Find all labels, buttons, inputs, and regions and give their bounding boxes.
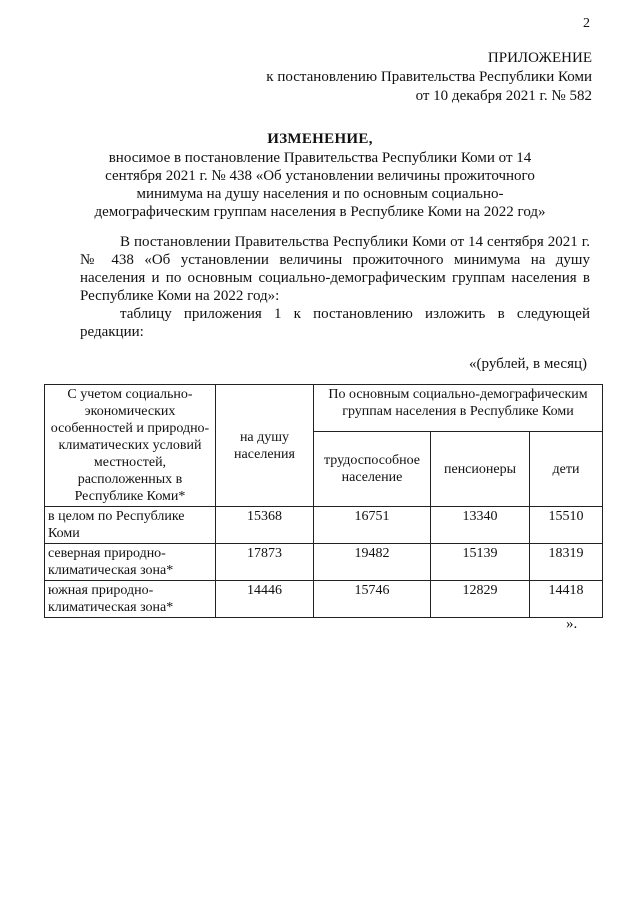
row-name: северная природно-климатическая зона*: [45, 544, 216, 581]
subsistence-minimum-table: [44, 384, 603, 618]
table-row: [45, 581, 603, 618]
row-per-capita: 15368: [216, 507, 314, 544]
document-subtitle: вносимое в постановление Правительства Республики Коми от 14 сентября 2021 г. № 438 «Об установлении величины прожиточного минимума на душу населения и по основным социально-демографическим группам населения в Республике Коми на 2022 год»: [94, 150, 546, 220]
row-working: 15746: [314, 581, 431, 618]
header-pensioners: пенсионеры: [431, 432, 530, 507]
table-row: [45, 507, 603, 544]
body-paragraph-2: таблицу приложения 1 к постановлению изложить в следующей редакции:: [80, 306, 590, 340]
page-number: 2: [583, 16, 590, 31]
header-groups: По основным социально-демографическим группам населения в Республике Коми: [314, 385, 603, 432]
appendix-header: [266, 49, 592, 106]
body-paragraph-1: В постановлении Правительства Республики Коми от 14 сентября 2021 г. № 438 «Об установлении величины прожиточного минимума на душу населения и по основным социально-демографическим группам населения в Республике Коми на 2022 год»:: [80, 234, 590, 304]
header-working: трудоспособное население: [314, 432, 431, 507]
body-text: [80, 233, 590, 341]
row-working: 16751: [314, 507, 431, 544]
table-header-row: [45, 385, 603, 432]
row-name: южная природно-климатическая зона*: [45, 581, 216, 618]
units-label: «(рублей, в месяц): [469, 356, 587, 372]
header-region: С учетом социально-экономических особенностей и природно-климатических условий местностей, расположенных в Республике Коми*: [45, 385, 216, 507]
row-pensioners: 15139: [431, 544, 530, 581]
appendix-line1: ПРИЛОЖЕНИЕ: [487, 50, 592, 66]
row-working: 19482: [314, 544, 431, 581]
header-children: дети: [530, 432, 603, 507]
row-per-capita: 17873: [216, 544, 314, 581]
document-title: ИЗМЕНЕНИЕ,: [267, 131, 373, 147]
row-name: в целом по Республике Коми: [45, 507, 216, 544]
row-children: 15510: [530, 507, 603, 544]
header-per-capita: на душу населения: [216, 385, 314, 507]
row-per-capita: 14446: [216, 581, 314, 618]
closing-quote: ».: [566, 616, 578, 632]
row-children: 14418: [530, 581, 603, 618]
row-pensioners: 13340: [431, 507, 530, 544]
row-children: 18319: [530, 544, 603, 581]
appendix-line3: от 10 декабря 2021 г. № 582: [415, 88, 592, 104]
appendix-line2: к постановлению Правительства Республики Коми: [266, 69, 592, 85]
row-pensioners: 12829: [431, 581, 530, 618]
table-row: [45, 544, 603, 581]
